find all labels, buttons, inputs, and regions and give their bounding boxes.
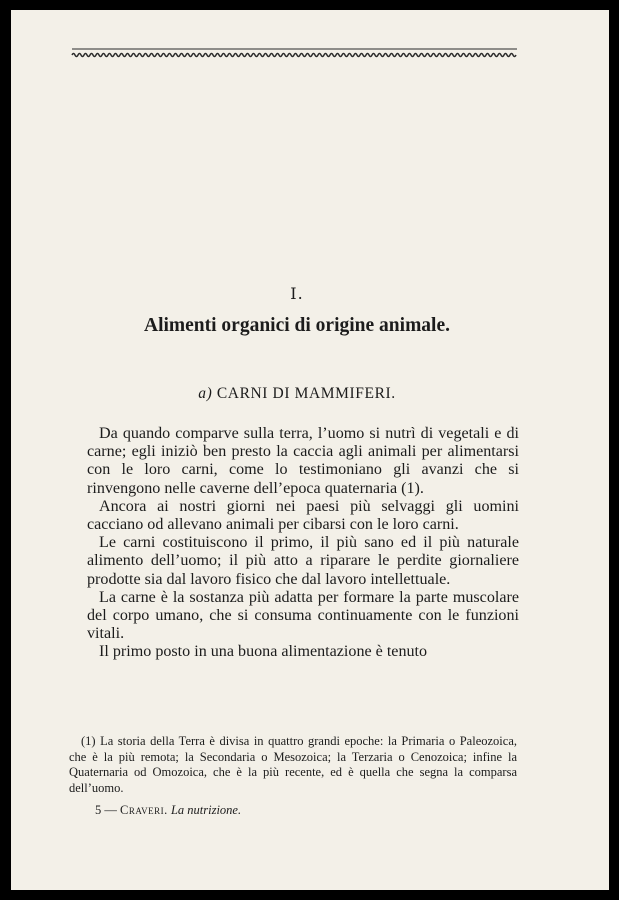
chapter-title: Alimenti organici di origine animale. — [143, 315, 451, 336]
footnote-text: (1) La storia della Terra è divisa in quattro grandi epoche: la Primaria o Paleozoica, che è la più remota; la Secondaria o Mesozoica; la Terzaria o Cenozoica; infine la Quaternaria od Omozoica, che è la più recente, ed è quella che segna la comparsa dell’uomo. — [69, 734, 517, 795]
section-letter: a) — [198, 385, 213, 402]
footnote — [69, 734, 517, 796]
body-text — [87, 425, 519, 662]
paragraph: La carne è la sostanza più adatta per formare la parte muscolare del corpo umano, che si consuma continuamente con le funzioni vitali. — [87, 588, 519, 643]
paragraph: Il primo posto in una buona alimentazione è tenuto — [99, 643, 428, 661]
book-page — [11, 10, 609, 890]
footer-work-title: La nutrizione. — [170, 803, 242, 817]
footer-author: Craveri. — [120, 803, 168, 817]
chapter-number: I. — [290, 284, 304, 303]
paragraph: Ancora ai nostri giorni nei paesi più selvaggi gli uomini cacciano od allevano animali per cibarsi con le loro carni. — [87, 497, 519, 534]
paragraph: Da quando comparve sulla terra, l’uomo si nutrì di vegetali e di carne; egli iniziò ben presto la caccia agli animali per alimentarsi con le loro carni, come lo testimoniano gli avanzi che si rinvengono nelle caverne dell’epoca quaternaria (1). — [87, 425, 519, 497]
signature-number: 5 — — [95, 803, 117, 817]
page-signature-footer — [95, 803, 395, 818]
section-title — [11, 385, 583, 403]
paragraph: Le carni costituiscono il primo, il più sano ed il più naturale alimento dell’uomo; il più atto a riparare le perdite giornaliere prodotte sia dal lavoro fisico che dal lavoro intellettuale. — [87, 534, 519, 588]
section-heading: CARNI DI MAMMIFERI. — [216, 385, 396, 402]
wavy-rule-ornament — [71, 47, 518, 67]
